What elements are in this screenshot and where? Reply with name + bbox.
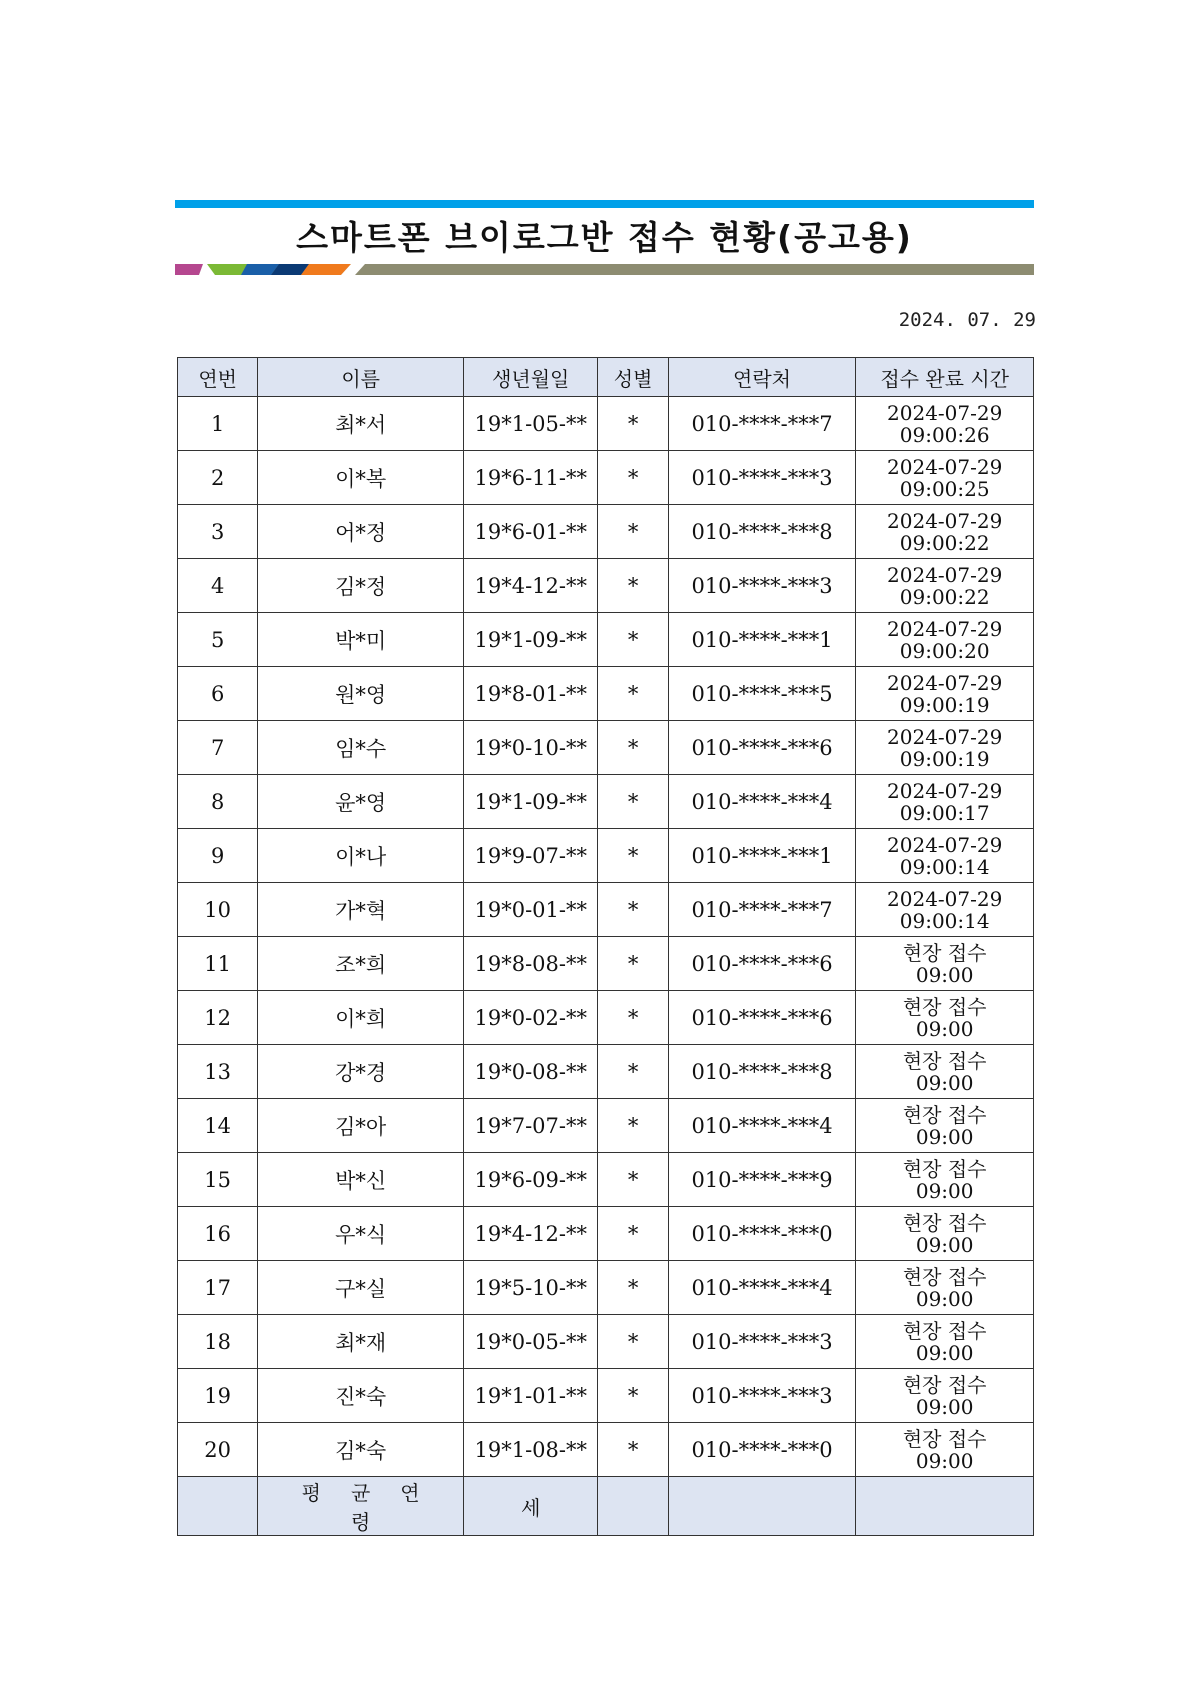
cell-phone: 010-****-***3	[668, 1369, 856, 1423]
cell-name: 김*숙	[258, 1423, 464, 1477]
header-color-band	[175, 264, 1034, 275]
table-row	[178, 991, 1034, 1045]
table-row	[178, 1045, 1034, 1099]
cell-time-date: 현장 접수	[902, 1264, 987, 1289]
cell-time-clock: 09:00:25	[899, 476, 990, 501]
cell-name: 윤*영	[258, 775, 464, 829]
cell-name: 최*서	[258, 397, 464, 451]
cell-sex: *	[598, 613, 668, 667]
cell-no: 9	[178, 829, 258, 883]
table-row	[178, 1153, 1034, 1207]
cell-phone: 010-****-***6	[668, 991, 856, 1045]
cell-no: 12	[178, 991, 258, 1045]
cell-phone: 010-****-***1	[668, 829, 856, 883]
cell-time-clock: 09:00	[915, 1178, 974, 1203]
cell-phone: 010-****-***3	[668, 559, 856, 613]
cell-phone: 010-****-***4	[668, 775, 856, 829]
cell-birth: 19*0-02-**	[464, 991, 598, 1045]
cell-birth: 19*0-05-**	[464, 1315, 598, 1369]
cell-name: 이*복	[258, 451, 464, 505]
table-row	[178, 775, 1034, 829]
cell-phone: 010-****-***6	[668, 721, 856, 775]
cell-time-clock: 09:00:26	[899, 422, 990, 447]
cell-time	[856, 1045, 1034, 1099]
cell-no: 11	[178, 937, 258, 991]
cell-name: 김*정	[258, 559, 464, 613]
cell-phone: 010-****-***7	[668, 397, 856, 451]
col-header-birth: 생년월일	[464, 358, 598, 397]
cell-time-date: 현장 접수	[902, 1318, 987, 1343]
table-row	[178, 559, 1034, 613]
cell-time	[856, 991, 1034, 1045]
table-footer-row	[178, 1477, 1034, 1536]
cell-sex: *	[598, 1207, 668, 1261]
cell-time	[856, 1207, 1034, 1261]
col-header-time: 접수 완료 시간	[856, 358, 1034, 397]
cell-phone: 010-****-***7	[668, 883, 856, 937]
cell-birth: 19*8-01-**	[464, 667, 598, 721]
cell-time-date: 현장 접수	[902, 940, 987, 965]
table-row	[178, 883, 1034, 937]
cell-name: 강*경	[258, 1045, 464, 1099]
cell-time-date: 2024-07-29	[887, 724, 1003, 749]
cell-time-date: 현장 접수	[902, 1426, 987, 1451]
cell-birth: 19*1-08-**	[464, 1423, 598, 1477]
cell-phone: 010-****-***5	[668, 667, 856, 721]
cell-time-date: 현장 접수	[902, 1156, 987, 1181]
cell-no: 1	[178, 397, 258, 451]
cell-time-date: 2024-07-29	[887, 562, 1003, 587]
cell-birth: 19*1-05-**	[464, 397, 598, 451]
cell-sex: *	[598, 397, 668, 451]
cell-no: 2	[178, 451, 258, 505]
table-body	[178, 397, 1034, 1477]
cell-sex: *	[598, 1261, 668, 1315]
table-row	[178, 1423, 1034, 1477]
cell-time-clock: 09:00	[915, 1124, 974, 1149]
cell-sex: *	[598, 883, 668, 937]
cell-name: 원*영	[258, 667, 464, 721]
cell-no: 6	[178, 667, 258, 721]
table-row	[178, 1207, 1034, 1261]
cell-sex: *	[598, 775, 668, 829]
table-row	[178, 613, 1034, 667]
cell-no: 4	[178, 559, 258, 613]
cell-sex: *	[598, 667, 668, 721]
cell-time	[856, 1261, 1034, 1315]
cell-name: 김*아	[258, 1099, 464, 1153]
table-row	[178, 829, 1034, 883]
cell-time	[856, 613, 1034, 667]
cell-name: 어*정	[258, 505, 464, 559]
cell-time-clock: 09:00:22	[899, 584, 990, 609]
cell-no: 14	[178, 1099, 258, 1153]
cell-time	[856, 937, 1034, 991]
cell-time	[856, 1153, 1034, 1207]
cell-phone: 010-****-***4	[668, 1261, 856, 1315]
cell-time-clock: 09:00:14	[899, 854, 990, 879]
cell-time	[856, 775, 1034, 829]
col-header-sex: 성별	[598, 358, 668, 397]
cell-phone: 010-****-***3	[668, 1315, 856, 1369]
cell-no: 3	[178, 505, 258, 559]
footer-empty-cell	[178, 1477, 258, 1536]
cell-time	[856, 883, 1034, 937]
cell-time-date: 2024-07-29	[887, 886, 1003, 911]
cell-name: 우*식	[258, 1207, 464, 1261]
cell-time	[856, 451, 1034, 505]
cell-phone: 010-****-***0	[668, 1207, 856, 1261]
col-header-name: 이름	[258, 358, 464, 397]
table-row	[178, 1261, 1034, 1315]
cell-sex: *	[598, 721, 668, 775]
cell-name: 박*미	[258, 613, 464, 667]
cell-time-clock: 09:00:17	[899, 800, 990, 825]
cell-sex: *	[598, 1045, 668, 1099]
footer-empty-cell	[856, 1477, 1034, 1536]
cell-name: 이*나	[258, 829, 464, 883]
table-row	[178, 667, 1034, 721]
cell-time-clock: 09:00:14	[899, 908, 990, 933]
footer-empty-cell	[668, 1477, 856, 1536]
table-row	[178, 1315, 1034, 1369]
cell-time-clock: 09:00:20	[899, 638, 990, 663]
cell-name: 최*재	[258, 1315, 464, 1369]
cell-no: 18	[178, 1315, 258, 1369]
cell-time-clock: 09:00	[915, 1394, 974, 1419]
cell-no: 19	[178, 1369, 258, 1423]
cell-sex: *	[598, 991, 668, 1045]
cell-time-date: 2024-07-29	[887, 400, 1003, 425]
cell-time-date: 2024-07-29	[887, 454, 1003, 479]
cell-time	[856, 667, 1034, 721]
col-header-phone: 연락처	[668, 358, 856, 397]
cell-time-clock: 09:00:22	[899, 530, 990, 555]
cell-phone: 010-****-***4	[668, 1099, 856, 1153]
cell-time-date: 현장 접수	[902, 1048, 987, 1073]
cell-time	[856, 1423, 1034, 1477]
cell-no: 10	[178, 883, 258, 937]
cell-time	[856, 829, 1034, 883]
cell-time-clock: 09:00:19	[899, 746, 990, 771]
cell-time-date: 현장 접수	[902, 1372, 987, 1397]
average-age-label: 평균연령	[258, 1477, 464, 1536]
cell-birth: 19*6-09-**	[464, 1153, 598, 1207]
cell-sex: *	[598, 1099, 668, 1153]
cell-time-date: 현장 접수	[902, 1210, 987, 1235]
cell-time-date: 현장 접수	[902, 1102, 987, 1127]
cell-phone: 010-****-***8	[668, 505, 856, 559]
table-row	[178, 937, 1034, 991]
cell-time-clock: 09:00	[915, 1286, 974, 1311]
cell-sex: *	[598, 505, 668, 559]
cell-time	[856, 505, 1034, 559]
cell-phone: 010-****-***8	[668, 1045, 856, 1099]
cell-no: 17	[178, 1261, 258, 1315]
document-header	[175, 200, 1034, 278]
table-row	[178, 721, 1034, 775]
cell-time-clock: 09:00:19	[899, 692, 990, 717]
cell-time	[856, 721, 1034, 775]
cell-birth: 19*4-12-**	[464, 559, 598, 613]
cell-name: 가*혁	[258, 883, 464, 937]
cell-birth: 19*8-08-**	[464, 937, 598, 991]
cell-no: 5	[178, 613, 258, 667]
cell-birth: 19*1-01-**	[464, 1369, 598, 1423]
cell-time-clock: 09:00	[915, 1016, 974, 1041]
cell-no: 8	[178, 775, 258, 829]
table-row	[178, 397, 1034, 451]
cell-sex: *	[598, 559, 668, 613]
cell-time	[856, 1369, 1034, 1423]
cell-time-clock: 09:00	[915, 962, 974, 987]
cell-sex: *	[598, 451, 668, 505]
cell-sex: *	[598, 1315, 668, 1369]
table-row	[178, 1099, 1034, 1153]
cell-birth: 19*6-11-**	[464, 451, 598, 505]
cell-phone: 010-****-***6	[668, 937, 856, 991]
cell-phone: 010-****-***9	[668, 1153, 856, 1207]
cell-birth: 19*9-07-**	[464, 829, 598, 883]
cell-time-date: 2024-07-29	[887, 616, 1003, 641]
cell-no: 15	[178, 1153, 258, 1207]
cell-name: 조*희	[258, 937, 464, 991]
cell-time	[856, 1315, 1034, 1369]
cell-name: 구*실	[258, 1261, 464, 1315]
cell-name: 박*신	[258, 1153, 464, 1207]
cell-sex: *	[598, 1153, 668, 1207]
cell-time-date: 2024-07-29	[887, 832, 1003, 857]
cell-phone: 010-****-***0	[668, 1423, 856, 1477]
cell-birth: 19*4-12-**	[464, 1207, 598, 1261]
table-row	[178, 505, 1034, 559]
table-row	[178, 1369, 1034, 1423]
cell-sex: *	[598, 1423, 668, 1477]
cell-birth: 19*0-10-**	[464, 721, 598, 775]
cell-birth: 19*7-07-**	[464, 1099, 598, 1153]
cell-time-date: 현장 접수	[902, 994, 987, 1019]
cell-sex: *	[598, 829, 668, 883]
cell-time-clock: 09:00	[915, 1340, 974, 1365]
footer-empty-cell	[598, 1477, 668, 1536]
table-header-row	[178, 358, 1034, 397]
header-top-bar	[175, 200, 1034, 208]
cell-birth: 19*5-10-**	[464, 1261, 598, 1315]
cell-sex: *	[598, 1369, 668, 1423]
cell-time-date: 2024-07-29	[887, 778, 1003, 803]
cell-time	[856, 559, 1034, 613]
cell-no: 20	[178, 1423, 258, 1477]
cell-name: 진*숙	[258, 1369, 464, 1423]
cell-birth: 19*0-01-**	[464, 883, 598, 937]
cell-time-clock: 09:00	[915, 1070, 974, 1095]
document-title: 스마트폰 브이로그반 접수 현황(공고용)	[296, 218, 913, 257]
cell-birth: 19*1-09-**	[464, 775, 598, 829]
cell-time-clock: 09:00	[915, 1448, 974, 1473]
table-row	[178, 451, 1034, 505]
document-date: 2024. 07. 29	[898, 309, 1036, 331]
registration-table	[177, 357, 1034, 1536]
cell-birth: 19*0-08-**	[464, 1045, 598, 1099]
cell-birth: 19*6-01-**	[464, 505, 598, 559]
cell-no: 7	[178, 721, 258, 775]
cell-phone: 010-****-***1	[668, 613, 856, 667]
cell-name: 임*수	[258, 721, 464, 775]
average-age-value: 세	[464, 1477, 598, 1536]
cell-sex: *	[598, 937, 668, 991]
cell-time-date: 2024-07-29	[887, 508, 1003, 533]
cell-phone: 010-****-***3	[668, 451, 856, 505]
cell-time	[856, 397, 1034, 451]
cell-time-clock: 09:00	[915, 1232, 974, 1257]
cell-no: 16	[178, 1207, 258, 1261]
col-header-no: 연번	[178, 358, 258, 397]
cell-birth: 19*1-09-**	[464, 613, 598, 667]
cell-time-date: 2024-07-29	[887, 670, 1003, 695]
cell-no: 13	[178, 1045, 258, 1099]
cell-name: 이*희	[258, 991, 464, 1045]
cell-time	[856, 1099, 1034, 1153]
